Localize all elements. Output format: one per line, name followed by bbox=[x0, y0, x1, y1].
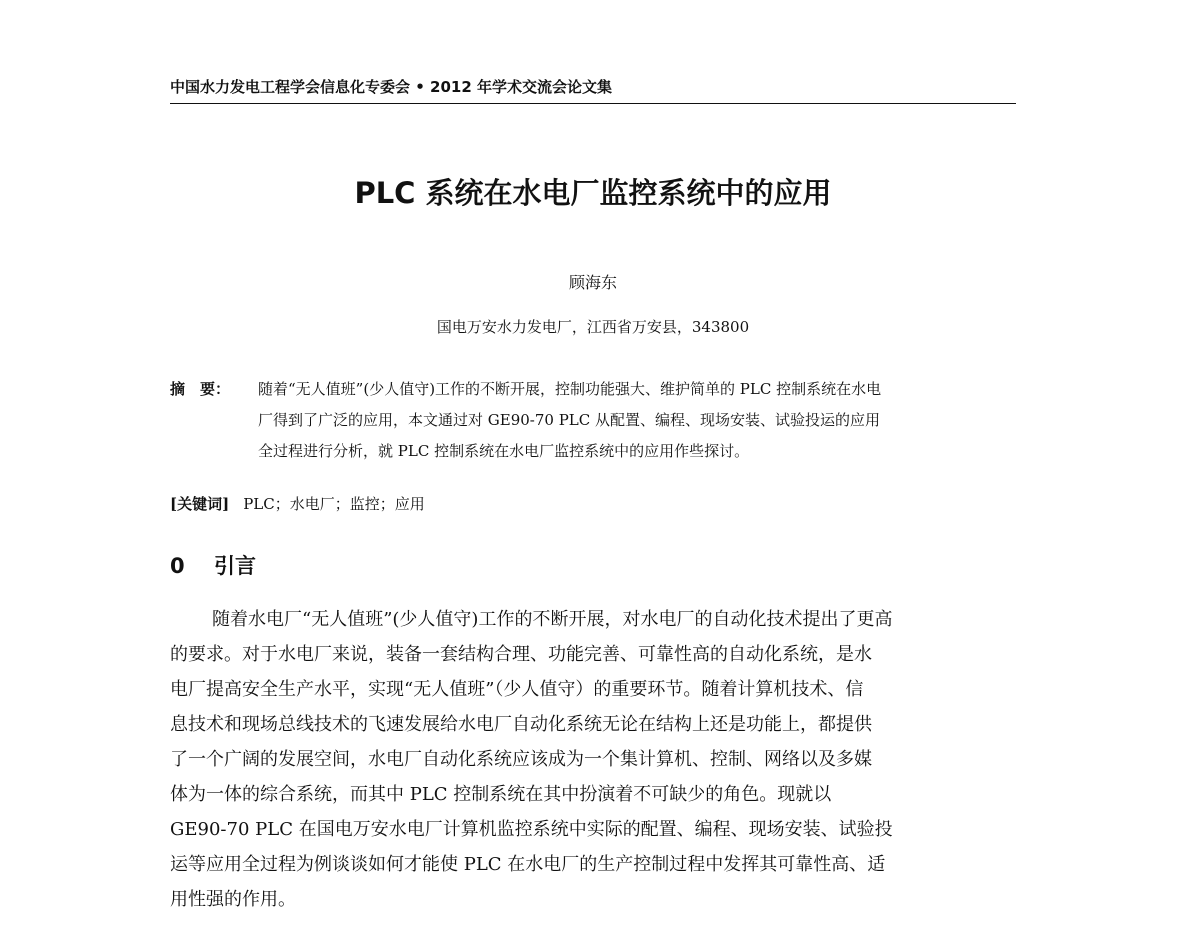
keywords-text: PLC；水电厂；监控；应用 bbox=[243, 495, 425, 513]
body-line: 了一个广阔的发展空间，水电厂自动化系统应该成为一个集计算机、控制、网络以及多媒 bbox=[170, 749, 872, 770]
abstract-label: 摘 要： bbox=[170, 380, 231, 398]
section-number: 0 bbox=[170, 554, 185, 578]
running-header: 中国水力发电工程学会信息化专委会 • 2012 年学术交流会论文集 bbox=[170, 75, 1016, 104]
abstract-text bbox=[258, 374, 1016, 467]
abstract-line: 全过程进行分析，就 PLC 控制系统在水电厂监控系统中的应用作些探讨。 bbox=[258, 442, 750, 460]
paper-title: PLC 系统在水电厂监控系统中的应用 bbox=[354, 176, 832, 210]
body-line: 的要求。对于水电厂来说，装备一套结构合理、功能完善、可靠性高的自动化系统，是水 bbox=[170, 644, 872, 665]
abstract-line: 厂得到了广泛的应用，本文通过对 GE90-70 PLC 从配置、编程、现场安装、试验投运的应用 bbox=[258, 411, 881, 429]
body-line: 用性强的作用。 bbox=[170, 889, 296, 910]
section-title: 引言 bbox=[214, 554, 256, 578]
body-line: 运等应用全过程为例谈谈如何才能使 PLC 在水电厂的生产控制过程中发挥其可靠性高、适 bbox=[170, 854, 886, 875]
body-line: 电厂提高安全生产水平，实现“无人值班”（少人值守）的重要环节。随着计算机技术、信 bbox=[170, 679, 864, 700]
author-affiliation: 国电万安水力发电厂，江西省万安县，343800 bbox=[436, 318, 750, 336]
body-line: 体为一体的综合系统，而其中 PLC 控制系统在其中扮演着不可缺少的角色。现就以 bbox=[170, 784, 832, 805]
keywords-line bbox=[170, 490, 1016, 518]
section-heading bbox=[170, 549, 1016, 583]
keywords-label: [关键词] bbox=[170, 495, 230, 513]
body-line: 随着水电厂“无人值班”(少人值守)工作的不断开展，对水电厂的自动化技术提出了更高 bbox=[212, 609, 893, 630]
body-line: GE90-70 PLC 在国电万安水电厂计算机监控系统中实际的配置、编程、现场安装、试验投 bbox=[170, 819, 893, 840]
abstract-block bbox=[170, 374, 1016, 467]
author-name: 顾海东 bbox=[568, 273, 617, 292]
abstract-line: 随着“无人值班”(少人值守)工作的不断开展，控制功能强大、维护简单的 PLC 控制系统在水电 bbox=[258, 380, 882, 398]
body-paragraph bbox=[170, 602, 1016, 917]
body-line: 息技术和现场总线技术的飞速发展给水电厂自动化系统无论在结构上还是功能上，都提供 bbox=[170, 714, 872, 735]
